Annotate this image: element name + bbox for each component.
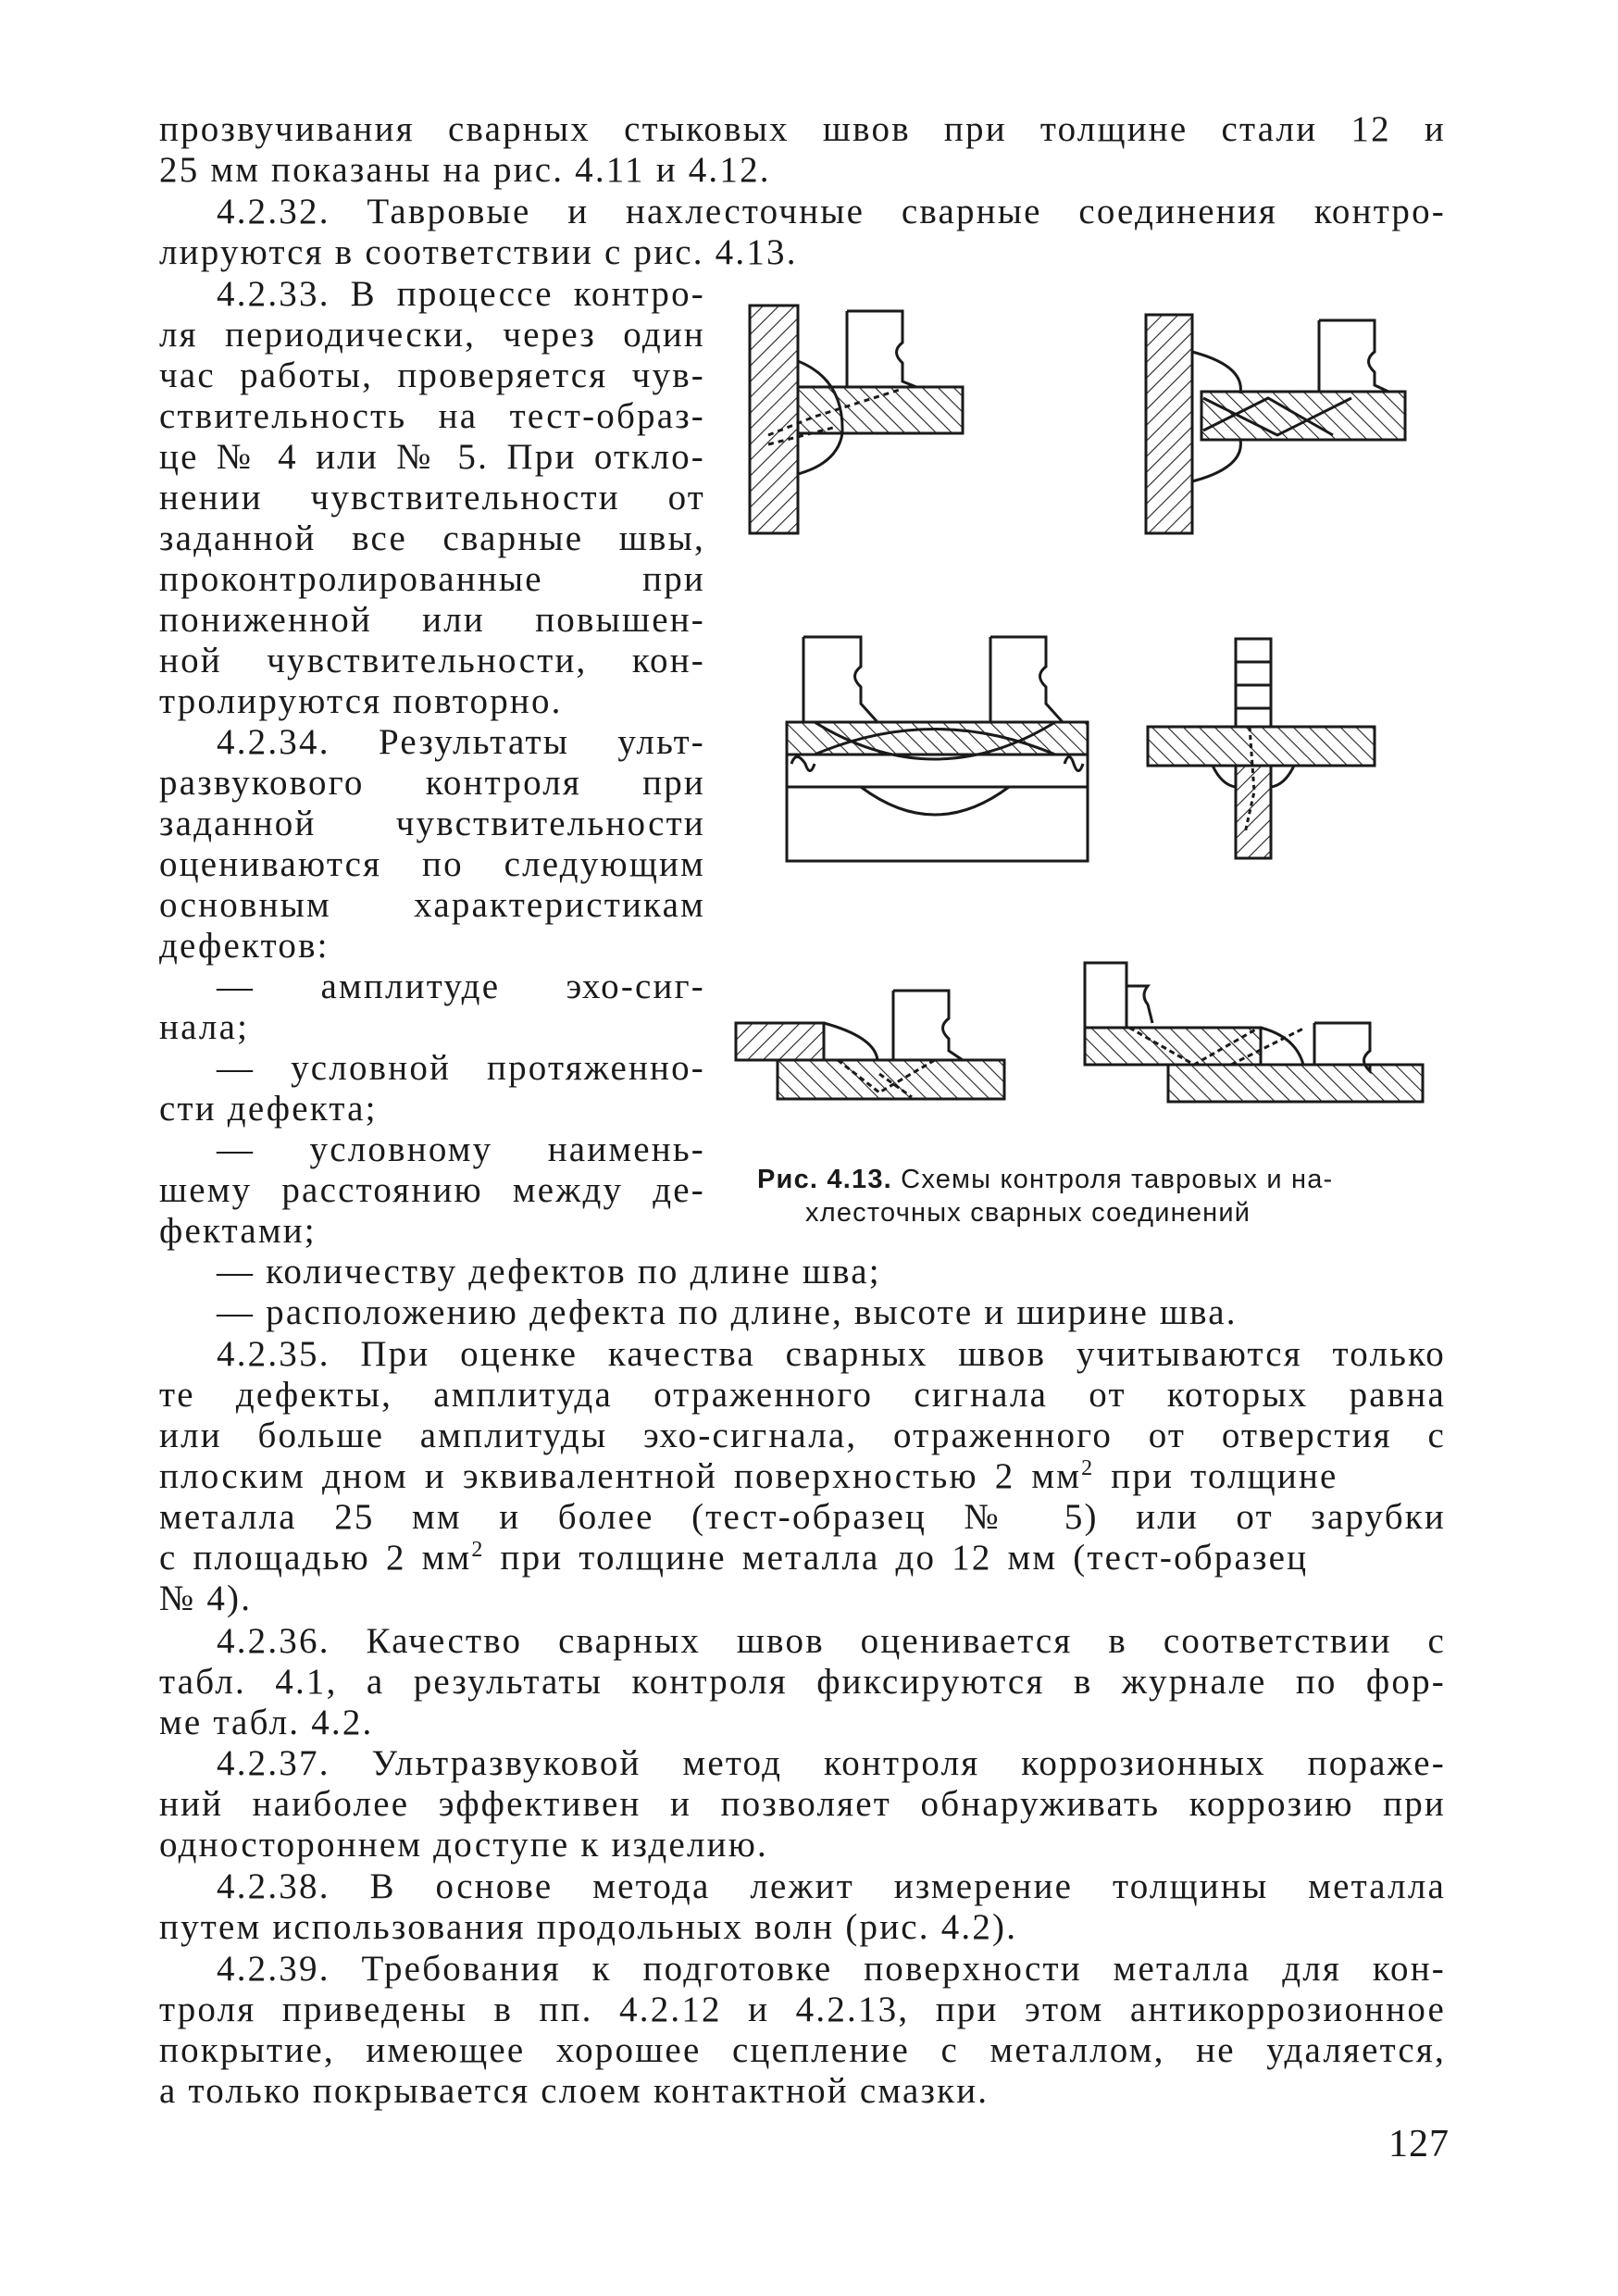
text-line: ме табл. 4.2. [159, 1703, 374, 1742]
text-line: 4.2.39. Требования к подготовке поверхности металла для кон- [217, 1949, 1446, 1989]
text-line: заданной все сварные швы, [159, 518, 705, 558]
text-line: табл. 4.1, а результаты контроля фиксируются в журнале по фор- [159, 1662, 1446, 1702]
text-line: час работы, проверяется чув- [159, 356, 705, 395]
text-line: а только покрывается слоем контактной смазки. [159, 2071, 989, 2111]
text-line: путем использования продольных волн (рис. 4.2). [159, 1907, 1018, 1947]
text-line: № 4). [159, 1578, 253, 1618]
text-line: ной чувствительности, кон- [159, 641, 705, 680]
text-line: проконтролированные при [159, 559, 705, 599]
text-line: металла 25 мм и более (тест-образец № 5) или от зарубки [159, 1497, 1446, 1537]
text-line: нала; [159, 1007, 250, 1047]
text-line: — количеству дефектов по длине шва; [217, 1252, 881, 1292]
text-line: — условной протяженно- [217, 1048, 705, 1088]
text-line: сти дефекта; [159, 1089, 378, 1129]
text-line: пониженной или повышен- [159, 600, 705, 640]
lap-joint-diagram-1 [736, 991, 1004, 1099]
text-line: — условному наимень- [217, 1129, 705, 1169]
text-line: фектами; [159, 1211, 317, 1251]
tee-joint-diagram-2 [1146, 315, 1405, 533]
text-line: те дефекты, амплитуда отраженного сигнала от которых равна [159, 1375, 1446, 1415]
text-line: лируются в соответствии с рис. 4.13. [159, 232, 798, 272]
text-line: 4.2.35. При оценке качества сварных швов учитываются только [217, 1334, 1446, 1374]
text-line: ля периодически, через один [159, 315, 705, 355]
text-line: — расположению дефекта по длине, высоте и ширине шва. [217, 1292, 1238, 1332]
text-line: плоским дном и эквивалентной поверхностью 2 $мм^2$ при толщине [159, 1456, 1338, 1496]
text-line: 4.2.32. Тавровые и нахлесточные сварные соединения контро- [217, 192, 1446, 231]
text-line: заданной чувствительности [159, 804, 705, 843]
text-line: основным характеристикам [159, 885, 705, 925]
cross-joint-diagram [1148, 639, 1375, 858]
text-line: 4.2.36. Качество сварных швов оценивается в соответствии с [217, 1621, 1446, 1661]
butt-weld-diagram [787, 637, 1088, 861]
figure-caption-line-2: хлесточных сварных соединений [805, 1198, 1251, 1228]
text-line: 4.2.33. В процессе контро- [217, 274, 705, 314]
text-line: или больше амплитуды эхо-сигнала, отраженного от отверстия с [159, 1416, 1446, 1455]
text-line: 4.2.34. Результаты ульт- [217, 722, 705, 762]
text-line: прозвучивания сварных стыковых швов при толщине стали 12 и [159, 109, 1446, 149]
text-line: 4.2.38. В основе метода лежит измерение толщины металла [217, 1866, 1446, 1906]
text-line: одностороннем доступе к изделию. [159, 1825, 769, 1865]
text-line: троля приведены в пп. 4.2.12 и 4.2.13, при этом антикоррозионное [159, 1990, 1446, 2029]
text-line: покрытие, имеющее хорошее сцепление с металлом, не удаляется, [159, 2030, 1446, 2070]
text-line: развукового контроля при [159, 763, 705, 803]
text-line: 4.2.37. Ультразвуковой метод контроля коррозионных пораже- [217, 1743, 1446, 1783]
text-line: ний наиболее эффективен и позволяет обнаруживать коррозию при [159, 1784, 1446, 1824]
lap-joint-diagram-2 [1085, 963, 1423, 1102]
text-line: с площадью 2 $мм^2$ при толщине металла до 12 мм (тест-образец [159, 1538, 1309, 1578]
text-line: тролируются повторно. [159, 681, 563, 721]
text-line: нении чувствительности от [159, 478, 705, 518]
text-line: дефектов: [159, 926, 330, 966]
tee-joint-diagram-1 [750, 306, 963, 533]
text-line: — амплитуде эхо-сиг- [217, 967, 705, 1006]
text-line: ствительность на тест-образ- [159, 396, 705, 436]
page-number: 127 [1388, 2123, 1450, 2165]
text-line: шему расстоянию между де- [159, 1170, 705, 1210]
figure-caption: Рис. 4.13. Схемы контроля тавровых и на- [757, 1165, 1334, 1194]
text-line: 25 мм показаны на рис. 4.11 и 4.12. [159, 150, 771, 190]
text-line: оцениваются по следующим [159, 844, 705, 884]
text-line: це № 4 или № 5. При откло- [159, 437, 705, 477]
